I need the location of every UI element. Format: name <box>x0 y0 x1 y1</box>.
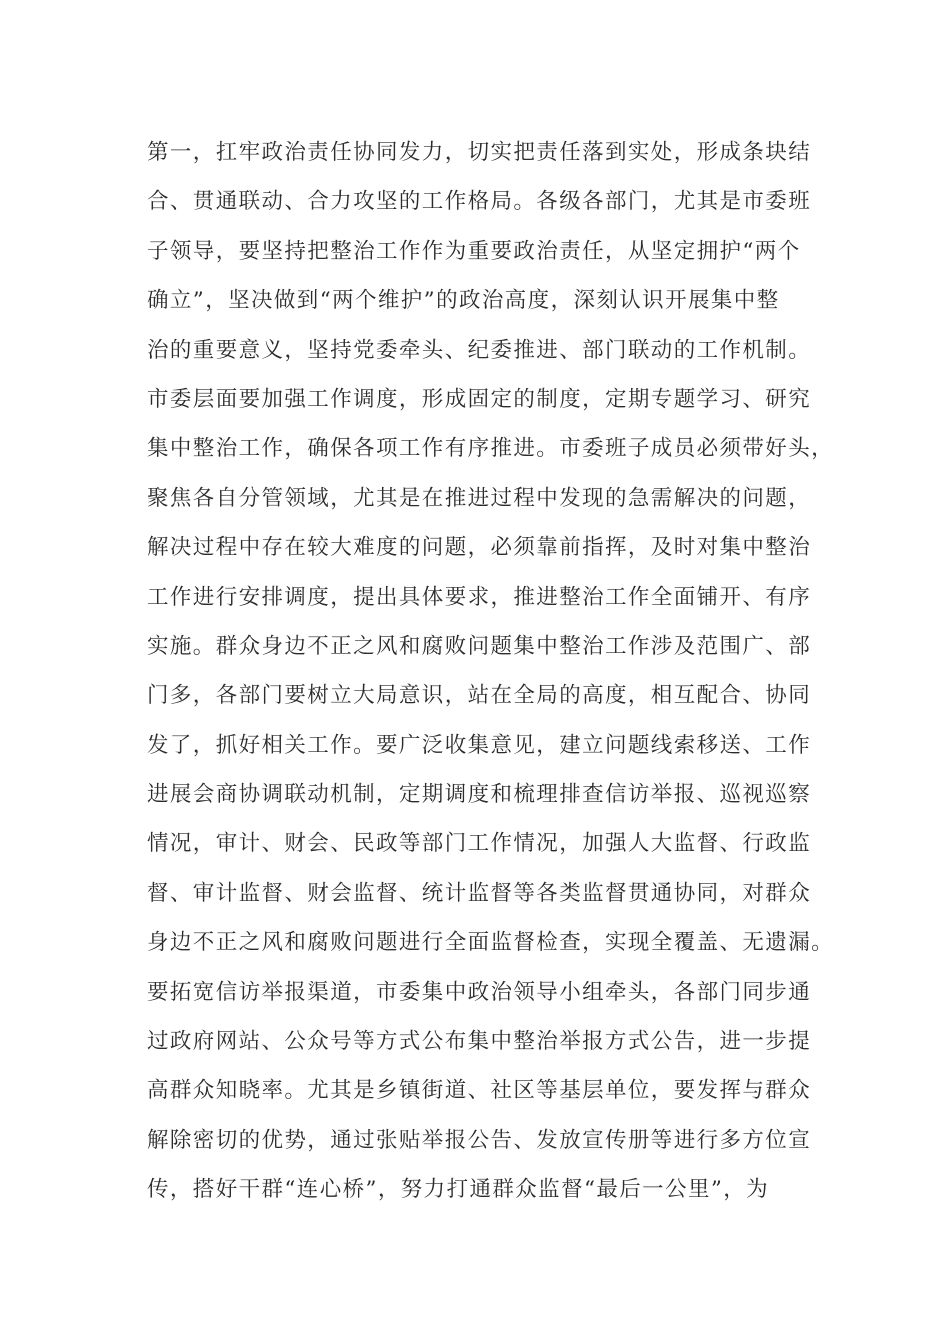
text-line: 合、贯通联动、合力攻坚的工作格局。各级各部门，尤其是市委班 <box>147 189 812 215</box>
text-line: 实施。群众身边不正之风和腐败问题集中整治工作涉及范围广、部 <box>147 633 812 659</box>
text-line: 督、审计监督、财会监督、统计监督等各类监督贯通协同，对群众 <box>147 880 812 906</box>
text-line: 门多，各部门要树立大局意识，站在全局的高度，相互配合、协同 <box>147 683 812 709</box>
text-line: 身边不正之风和腐败问题进行全面监督检查，实现全覆盖、无遗漏。 <box>147 930 835 956</box>
text-line: 要拓宽信访举报渠道，市委集中政治领导小组牵头，各部门同步通 <box>147 979 812 1005</box>
text-line: 发了，抓好相关工作。要广泛收集意见，建立问题线索移送、工作 <box>147 732 812 758</box>
text-line: 工作进行安排调度，提出具体要求，推进整治工作全面铺开、有序 <box>147 584 812 610</box>
text-line: 市委层面要加强工作调度，形成固定的制度，定期专题学习、研究 <box>147 386 812 412</box>
text-line: 治的重要意义，坚持党委牵头、纪委推进、部门联动的工作机制。 <box>147 337 812 363</box>
text-line: 解决过程中存在较大难度的问题，必须靠前指挥，及时对集中整治 <box>147 535 812 561</box>
text-line: 子领导，要坚持把整治工作作为重要政治责任，从坚定拥护“两个 <box>147 238 801 264</box>
text-line: 确立”，坚决做到“两个维护”的政治高度，深刻认识开展集中整 <box>147 288 780 314</box>
text-line: 第一，扛牢政治责任协同发力，切实把责任落到实处，形成条块结 <box>147 140 812 165</box>
text-line: 集中整治工作，确保各项工作有序推进。市委班子成员必须带好头， <box>147 436 835 462</box>
text-line: 传，搭好干群“连心桥”，努力打通群众监督“最后一公里”，为 <box>147 1177 770 1203</box>
text-line: 情况，审计、财会、民政等部门工作情况，加强人大监督、行政监 <box>147 831 812 857</box>
text-line: 过政府网站、公众号等方式公布集中整治举报方式公告，进一步提 <box>147 1029 812 1055</box>
text-line: 聚焦各自分管领域，尤其是在推进过程中发现的急需解决的问题， <box>147 485 812 511</box>
body-paragraph <box>147 128 847 1215</box>
text-line: 高群众知晓率。尤其是乡镇街道、社区等基层单位，要发挥与群众 <box>147 1078 812 1104</box>
text-line: 进展会商协调联动机制，定期调度和梳理排查信访举报、巡视巡察 <box>147 782 812 808</box>
text-line: 解除密切的优势，通过张贴举报公告、发放宣传册等进行多方位宣 <box>147 1127 812 1153</box>
